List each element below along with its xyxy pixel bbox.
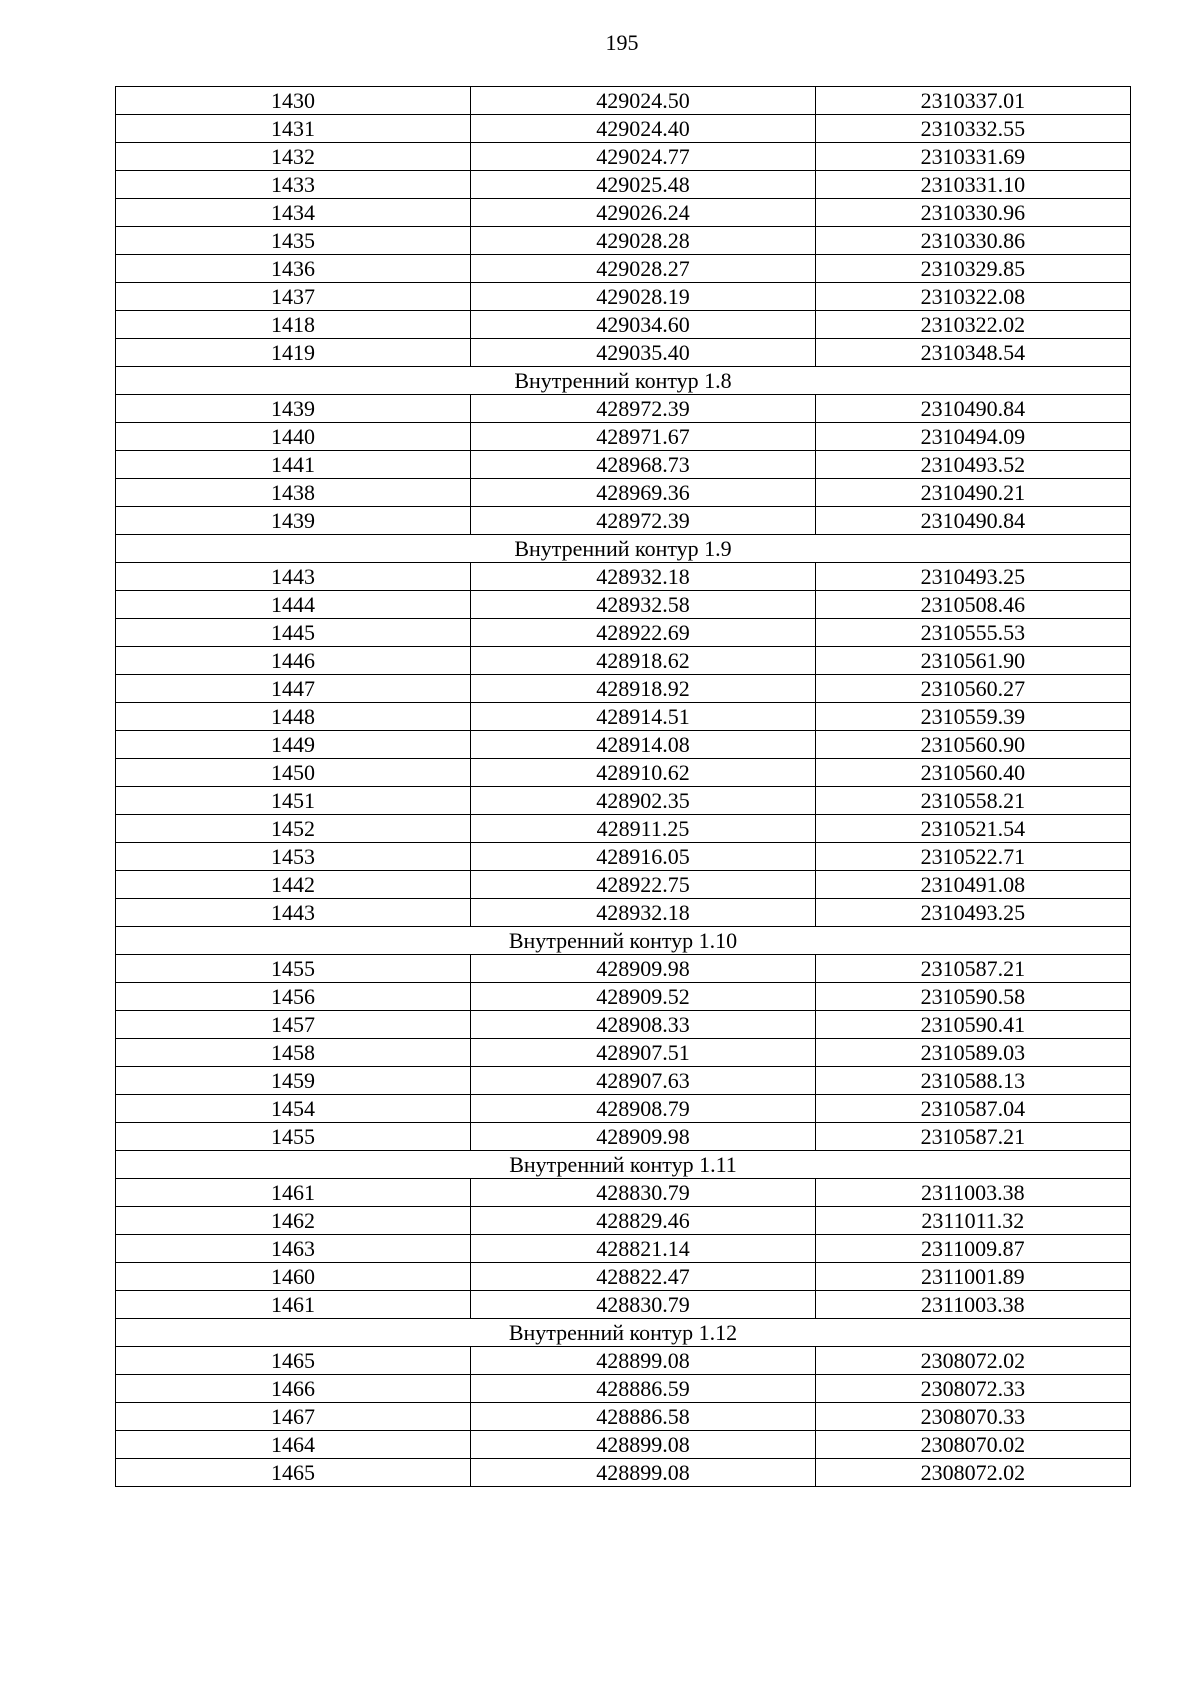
x-coordinate-cell: 428932.18 bbox=[471, 899, 815, 927]
x-coordinate-cell: 429035.40 bbox=[471, 339, 815, 367]
point-number-cell: 1435 bbox=[116, 227, 471, 255]
y-coordinate-cell: 2310490.21 bbox=[815, 479, 1130, 507]
x-coordinate-cell: 428830.79 bbox=[471, 1179, 815, 1207]
x-coordinate-cell: 428907.51 bbox=[471, 1039, 815, 1067]
y-coordinate-cell: 2311009.87 bbox=[815, 1235, 1130, 1263]
point-number-cell: 1465 bbox=[116, 1347, 471, 1375]
y-coordinate-cell: 2310560.40 bbox=[815, 759, 1130, 787]
table-row bbox=[116, 731, 1131, 759]
point-number-cell: 1455 bbox=[116, 1123, 471, 1151]
x-coordinate-cell: 428922.69 bbox=[471, 619, 815, 647]
table-row bbox=[116, 1375, 1131, 1403]
table-row bbox=[116, 115, 1131, 143]
table-row bbox=[116, 171, 1131, 199]
table-row bbox=[116, 1431, 1131, 1459]
y-coordinate-cell: 2310561.90 bbox=[815, 647, 1130, 675]
y-coordinate-cell: 2310587.04 bbox=[815, 1095, 1130, 1123]
y-coordinate-cell: 2310491.08 bbox=[815, 871, 1130, 899]
point-number-cell: 1465 bbox=[116, 1459, 471, 1487]
y-coordinate-cell: 2310494.09 bbox=[815, 423, 1130, 451]
x-coordinate-cell: 428932.18 bbox=[471, 563, 815, 591]
y-coordinate-cell: 2310555.53 bbox=[815, 619, 1130, 647]
y-coordinate-cell: 2310590.58 bbox=[815, 983, 1130, 1011]
table-row bbox=[116, 1011, 1131, 1039]
y-coordinate-cell: 2311011.32 bbox=[815, 1207, 1130, 1235]
table-row bbox=[116, 955, 1131, 983]
point-number-cell: 1430 bbox=[116, 87, 471, 115]
y-coordinate-cell: 2310332.55 bbox=[815, 115, 1130, 143]
table-row bbox=[116, 1459, 1131, 1487]
point-number-cell: 1460 bbox=[116, 1263, 471, 1291]
x-coordinate-cell: 428910.62 bbox=[471, 759, 815, 787]
point-number-cell: 1432 bbox=[116, 143, 471, 171]
table-row bbox=[116, 759, 1131, 787]
x-coordinate-cell: 428972.39 bbox=[471, 395, 815, 423]
x-coordinate-cell: 428972.39 bbox=[471, 507, 815, 535]
table-row bbox=[116, 199, 1131, 227]
table-row bbox=[116, 619, 1131, 647]
y-coordinate-cell: 2310330.96 bbox=[815, 199, 1130, 227]
x-coordinate-cell: 428886.58 bbox=[471, 1403, 815, 1431]
x-coordinate-cell: 428829.46 bbox=[471, 1207, 815, 1235]
y-coordinate-cell: 2310590.41 bbox=[815, 1011, 1130, 1039]
point-number-cell: 1437 bbox=[116, 283, 471, 311]
y-coordinate-cell: 2310508.46 bbox=[815, 591, 1130, 619]
point-number-cell: 1443 bbox=[116, 899, 471, 927]
point-number-cell: 1454 bbox=[116, 1095, 471, 1123]
x-coordinate-cell: 428922.75 bbox=[471, 871, 815, 899]
x-coordinate-cell: 428909.98 bbox=[471, 1123, 815, 1151]
x-coordinate-cell: 428971.67 bbox=[471, 423, 815, 451]
point-number-cell: 1457 bbox=[116, 1011, 471, 1039]
table-row bbox=[116, 143, 1131, 171]
section-title: Внутренний контур 1.11 bbox=[116, 1151, 1131, 1179]
table-row bbox=[116, 1235, 1131, 1263]
table-row bbox=[116, 1403, 1131, 1431]
y-coordinate-cell: 2310330.86 bbox=[815, 227, 1130, 255]
point-number-cell: 1464 bbox=[116, 1431, 471, 1459]
y-coordinate-cell: 2310587.21 bbox=[815, 955, 1130, 983]
table-row bbox=[116, 647, 1131, 675]
table-row bbox=[116, 703, 1131, 731]
point-number-cell: 1447 bbox=[116, 675, 471, 703]
table-row bbox=[116, 899, 1131, 927]
point-number-cell: 1461 bbox=[116, 1291, 471, 1319]
x-coordinate-cell: 429024.77 bbox=[471, 143, 815, 171]
y-coordinate-cell: 2310588.13 bbox=[815, 1067, 1130, 1095]
point-number-cell: 1419 bbox=[116, 339, 471, 367]
x-coordinate-cell: 428918.92 bbox=[471, 675, 815, 703]
point-number-cell: 1439 bbox=[116, 507, 471, 535]
x-coordinate-cell: 429024.40 bbox=[471, 115, 815, 143]
x-coordinate-cell: 428911.25 bbox=[471, 815, 815, 843]
point-number-cell: 1461 bbox=[116, 1179, 471, 1207]
point-number-cell: 1451 bbox=[116, 787, 471, 815]
y-coordinate-cell: 2311003.38 bbox=[815, 1291, 1130, 1319]
y-coordinate-cell: 2310490.84 bbox=[815, 395, 1130, 423]
y-coordinate-cell: 2310331.69 bbox=[815, 143, 1130, 171]
table-row bbox=[116, 1263, 1131, 1291]
coordinates-table bbox=[115, 86, 1131, 1487]
point-number-cell: 1418 bbox=[116, 311, 471, 339]
y-coordinate-cell: 2308072.02 bbox=[815, 1347, 1130, 1375]
table-row bbox=[116, 423, 1131, 451]
section-header-row bbox=[116, 1319, 1131, 1347]
point-number-cell: 1466 bbox=[116, 1375, 471, 1403]
table-row bbox=[116, 787, 1131, 815]
y-coordinate-cell: 2308070.33 bbox=[815, 1403, 1130, 1431]
y-coordinate-cell: 2308070.02 bbox=[815, 1431, 1130, 1459]
point-number-cell: 1431 bbox=[116, 115, 471, 143]
table-row bbox=[116, 815, 1131, 843]
section-title: Внутренний контур 1.9 bbox=[116, 535, 1131, 563]
table-row bbox=[116, 871, 1131, 899]
table-row bbox=[116, 479, 1131, 507]
point-number-cell: 1449 bbox=[116, 731, 471, 759]
x-coordinate-cell: 428899.08 bbox=[471, 1431, 815, 1459]
table-row bbox=[116, 1067, 1131, 1095]
point-number-cell: 1441 bbox=[116, 451, 471, 479]
table-row bbox=[116, 563, 1131, 591]
point-number-cell: 1453 bbox=[116, 843, 471, 871]
page-number: 195 bbox=[605, 30, 639, 55]
point-number-cell: 1458 bbox=[116, 1039, 471, 1067]
table-row bbox=[116, 395, 1131, 423]
x-coordinate-cell: 428822.47 bbox=[471, 1263, 815, 1291]
point-number-cell: 1433 bbox=[116, 171, 471, 199]
x-coordinate-cell: 428918.62 bbox=[471, 647, 815, 675]
point-number-cell: 1463 bbox=[116, 1235, 471, 1263]
x-coordinate-cell: 428908.33 bbox=[471, 1011, 815, 1039]
x-coordinate-cell: 428886.59 bbox=[471, 1375, 815, 1403]
point-number-cell: 1456 bbox=[116, 983, 471, 1011]
x-coordinate-cell: 429028.28 bbox=[471, 227, 815, 255]
table-row bbox=[116, 87, 1131, 115]
table-row bbox=[116, 227, 1131, 255]
y-coordinate-cell: 2310522.71 bbox=[815, 843, 1130, 871]
table-row bbox=[116, 983, 1131, 1011]
x-coordinate-cell: 428968.73 bbox=[471, 451, 815, 479]
table-row bbox=[116, 1179, 1131, 1207]
table-row bbox=[116, 507, 1131, 535]
y-coordinate-cell: 2310560.90 bbox=[815, 731, 1130, 759]
x-coordinate-cell: 428907.63 bbox=[471, 1067, 815, 1095]
table-row bbox=[116, 283, 1131, 311]
x-coordinate-cell: 428914.08 bbox=[471, 731, 815, 759]
x-coordinate-cell: 429024.50 bbox=[471, 87, 815, 115]
y-coordinate-cell: 2310490.84 bbox=[815, 507, 1130, 535]
point-number-cell: 1442 bbox=[116, 871, 471, 899]
section-title: Внутренний контур 1.8 bbox=[116, 367, 1131, 395]
point-number-cell: 1440 bbox=[116, 423, 471, 451]
y-coordinate-cell: 2310587.21 bbox=[815, 1123, 1130, 1151]
table-row bbox=[116, 255, 1131, 283]
point-number-cell: 1448 bbox=[116, 703, 471, 731]
x-coordinate-cell: 429025.48 bbox=[471, 171, 815, 199]
section-title: Внутренний контур 1.12 bbox=[116, 1319, 1131, 1347]
x-coordinate-cell: 428908.79 bbox=[471, 1095, 815, 1123]
table-row bbox=[116, 1291, 1131, 1319]
point-number-cell: 1443 bbox=[116, 563, 471, 591]
point-number-cell: 1439 bbox=[116, 395, 471, 423]
y-coordinate-cell: 2310337.01 bbox=[815, 87, 1130, 115]
y-coordinate-cell: 2310493.25 bbox=[815, 563, 1130, 591]
section-header-row bbox=[116, 367, 1131, 395]
x-coordinate-cell: 428830.79 bbox=[471, 1291, 815, 1319]
y-coordinate-cell: 2310322.02 bbox=[815, 311, 1130, 339]
x-coordinate-cell: 428902.35 bbox=[471, 787, 815, 815]
section-header-row bbox=[116, 535, 1131, 563]
table-row bbox=[116, 1039, 1131, 1067]
x-coordinate-cell: 428909.52 bbox=[471, 983, 815, 1011]
point-number-cell: 1444 bbox=[116, 591, 471, 619]
y-coordinate-cell: 2310560.27 bbox=[815, 675, 1130, 703]
table-row bbox=[116, 1123, 1131, 1151]
y-coordinate-cell: 2311003.38 bbox=[815, 1179, 1130, 1207]
x-coordinate-cell: 428916.05 bbox=[471, 843, 815, 871]
point-number-cell: 1445 bbox=[116, 619, 471, 647]
y-coordinate-cell: 2311001.89 bbox=[815, 1263, 1130, 1291]
point-number-cell: 1455 bbox=[116, 955, 471, 983]
y-coordinate-cell: 2310329.85 bbox=[815, 255, 1130, 283]
y-coordinate-cell: 2310493.25 bbox=[815, 899, 1130, 927]
section-title: Внутренний контур 1.10 bbox=[116, 927, 1131, 955]
y-coordinate-cell: 2310331.10 bbox=[815, 171, 1130, 199]
y-coordinate-cell: 2308072.33 bbox=[815, 1375, 1130, 1403]
x-coordinate-cell: 429028.19 bbox=[471, 283, 815, 311]
x-coordinate-cell: 428821.14 bbox=[471, 1235, 815, 1263]
x-coordinate-cell: 428909.98 bbox=[471, 955, 815, 983]
x-coordinate-cell: 429026.24 bbox=[471, 199, 815, 227]
y-coordinate-cell: 2310589.03 bbox=[815, 1039, 1130, 1067]
point-number-cell: 1436 bbox=[116, 255, 471, 283]
point-number-cell: 1438 bbox=[116, 479, 471, 507]
table-row bbox=[116, 1207, 1131, 1235]
x-coordinate-cell: 428914.51 bbox=[471, 703, 815, 731]
x-coordinate-cell: 429034.60 bbox=[471, 311, 815, 339]
table-row bbox=[116, 339, 1131, 367]
section-header-row bbox=[116, 1151, 1131, 1179]
point-number-cell: 1434 bbox=[116, 199, 471, 227]
point-number-cell: 1462 bbox=[116, 1207, 471, 1235]
y-coordinate-cell: 2310348.54 bbox=[815, 339, 1130, 367]
y-coordinate-cell: 2310493.52 bbox=[815, 451, 1130, 479]
point-number-cell: 1467 bbox=[116, 1403, 471, 1431]
table-row bbox=[116, 675, 1131, 703]
table-row bbox=[116, 451, 1131, 479]
section-header-row bbox=[116, 927, 1131, 955]
y-coordinate-cell: 2310521.54 bbox=[815, 815, 1130, 843]
point-number-cell: 1452 bbox=[116, 815, 471, 843]
point-number-cell: 1450 bbox=[116, 759, 471, 787]
point-number-cell: 1459 bbox=[116, 1067, 471, 1095]
x-coordinate-cell: 429028.27 bbox=[471, 255, 815, 283]
x-coordinate-cell: 428899.08 bbox=[471, 1347, 815, 1375]
x-coordinate-cell: 428932.58 bbox=[471, 591, 815, 619]
table-row bbox=[116, 1095, 1131, 1123]
y-coordinate-cell: 2310322.08 bbox=[815, 283, 1130, 311]
x-coordinate-cell: 428899.08 bbox=[471, 1459, 815, 1487]
y-coordinate-cell: 2308072.02 bbox=[815, 1459, 1130, 1487]
table-row bbox=[116, 311, 1131, 339]
point-number-cell: 1446 bbox=[116, 647, 471, 675]
table-row bbox=[116, 843, 1131, 871]
y-coordinate-cell: 2310558.21 bbox=[815, 787, 1130, 815]
y-coordinate-cell: 2310559.39 bbox=[815, 703, 1130, 731]
x-coordinate-cell: 428969.36 bbox=[471, 479, 815, 507]
table-row bbox=[116, 1347, 1131, 1375]
coordinates-table-body bbox=[116, 87, 1131, 1487]
table-row bbox=[116, 591, 1131, 619]
